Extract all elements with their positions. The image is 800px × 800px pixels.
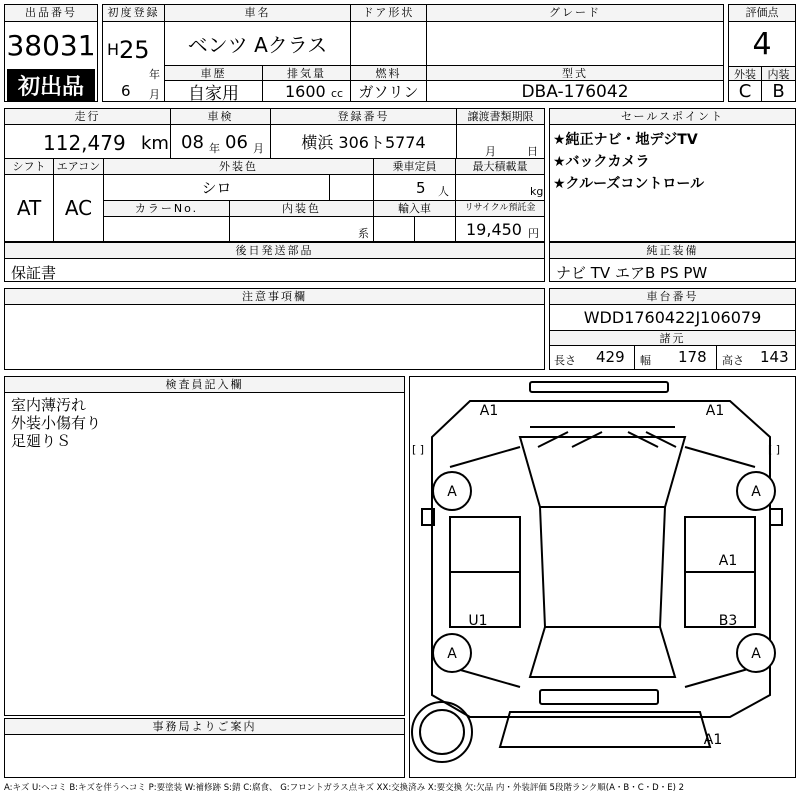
chassis-box [549, 288, 796, 370]
recycle-label: リサイクル預託金 [456, 201, 544, 217]
import-cell-a [374, 217, 415, 241]
fuel-value: ガソリン [351, 81, 427, 102]
inspector-notes [11, 396, 101, 450]
sales-point-item: ★純正ナビ・地デジTV [553, 132, 698, 148]
length-value: 429 [596, 348, 625, 366]
transfer-label: 譲渡書類期限 [457, 109, 544, 125]
door-value [351, 22, 427, 66]
mark-wheel-rl: A [447, 646, 457, 662]
int-grade: B [772, 81, 785, 102]
plate-value: 横浜 306ト5774 [271, 125, 457, 159]
grade-label: グレード [427, 5, 723, 22]
capacity-label: 乗車定員 [374, 159, 456, 175]
insp-year-unit: 年 [209, 142, 220, 155]
displacement-unit: cc [331, 87, 344, 100]
history-value: 自家用 [165, 81, 263, 102]
inspector-box [4, 376, 405, 716]
insp-year: 08 [181, 132, 204, 153]
score-value: 4 [752, 26, 772, 62]
ext-label: 外装 [729, 66, 762, 81]
mark-wheel-fl: A [447, 484, 457, 500]
color-label: 外装色 [104, 159, 374, 175]
sales-point-item: ★クルーズコントロール [553, 176, 705, 192]
mark-wheel-fr: A [751, 484, 761, 500]
mileage-label: 走行 [5, 109, 171, 125]
later-parts-value: 保証書 [11, 264, 57, 282]
mileage-unit: km [141, 133, 169, 154]
equipment-box [549, 242, 796, 282]
length-label: 長さ [554, 354, 576, 367]
model-value: DBA-176042 [521, 81, 629, 102]
transfer-day-unit: 日 [527, 145, 538, 158]
mark-front-right: A1 [705, 403, 725, 419]
capacity-unit: 人 [438, 185, 449, 198]
mark-rear-right: B3 [718, 613, 738, 629]
load-unit: kg [530, 185, 544, 198]
int-label: 内装 [762, 66, 795, 81]
interior-color-cell [230, 217, 374, 241]
lot-box [4, 4, 98, 102]
later-parts-box [4, 242, 545, 282]
vehicle-header [102, 4, 724, 102]
grade-value [427, 22, 723, 66]
ext-grade: C [729, 81, 762, 102]
shift-label: シフト [5, 159, 54, 175]
import-label: 輸入車 [374, 201, 456, 217]
color-extra-cell [330, 175, 374, 201]
transfer-month-unit: 月 [485, 145, 496, 158]
score-box [728, 4, 796, 102]
inspector-line: 室内薄汚れ [11, 396, 87, 414]
later-parts-label: 後日発送部品 [5, 243, 544, 259]
notes-label: 注意事項欄 [5, 289, 544, 305]
inspector-line: 足廻りＳ [11, 432, 72, 450]
legend: A:キズ U:ヘコミ B:キズを伴うヘコミ P:要塗装 W:補修跡 S:錆 C:腐食、 G:フロントガラス点キズ XX:交換済み X:要交換 欠:欠品 内・外装評価 5段階ランク順(A・B・C・D・E) 2 [4, 783, 685, 793]
equipment-label: 純正装備 [550, 243, 795, 259]
score-label: 評価点 [729, 5, 795, 22]
bracket-left: [ ] [412, 443, 425, 456]
lot-label: 出品番号 [5, 5, 97, 22]
insp-month-unit: 月 [253, 142, 264, 155]
inspection-label: 車検 [171, 109, 271, 125]
capacity-value: 5 [416, 179, 426, 197]
recycle-value: 19,450 [466, 220, 522, 239]
ac-label: エアコン [54, 159, 104, 175]
mileage-cell [5, 125, 171, 159]
lot-number: 38031 [6, 28, 96, 62]
equipment-value: ナビ TV エアB PS PW [556, 264, 708, 282]
mark-front-left: A1 [479, 403, 499, 419]
reg-month: 6 [121, 82, 131, 100]
color-value: シロ [104, 175, 330, 201]
history-label: 車歴 [165, 66, 263, 81]
ac-value: AC [54, 175, 104, 241]
model-label: 型式 [427, 66, 723, 81]
car-name-label: 車名 [165, 5, 351, 22]
mark-door-right: A1 [718, 553, 738, 569]
interior-color-suffix: 系 [358, 227, 369, 240]
inspection-cell [171, 125, 271, 159]
inspector-label: 検査員記入欄 [5, 377, 404, 393]
office-label: 事務局よりご案内 [5, 719, 404, 735]
mark-rear-left: U1 [468, 613, 488, 629]
color-no-label: カラーNo. [104, 201, 230, 217]
load-label: 最大積載量 [456, 159, 544, 175]
car-outline [410, 377, 795, 777]
capacity-cell [374, 175, 456, 201]
first-reg-cell [103, 22, 165, 102]
plate-label: 登録番号 [271, 109, 457, 125]
sales-point-item: ★バックカメラ [553, 154, 650, 170]
specs-label: 諸元 [550, 331, 795, 346]
door-label: ドア形状 [351, 5, 427, 22]
import-cell-b [415, 217, 456, 241]
sales-points-label: セールスポイント [550, 109, 795, 125]
height-label: 高さ [722, 354, 744, 367]
displacement-value: 1600 [285, 82, 326, 101]
height-value: 143 [760, 348, 789, 366]
insp-month: 06 [225, 132, 248, 153]
displacement-label: 排気量 [263, 66, 351, 81]
shift-value: AT [5, 175, 54, 241]
month-unit: 月 [149, 88, 160, 101]
mark-wheel-rr: A [751, 646, 761, 662]
first-reg-label: 初度登録 [103, 5, 165, 22]
office-box [4, 718, 405, 778]
sales-points-box [549, 108, 796, 242]
notes-box [4, 288, 545, 370]
era: H [107, 40, 120, 59]
specs-row [550, 346, 795, 369]
displacement-cell [263, 81, 351, 102]
year-unit: 年 [149, 68, 160, 81]
color-no-value [104, 217, 230, 241]
mileage-value: 112,479 [43, 131, 126, 155]
interior-color-label: 内装色 [230, 201, 374, 217]
sales-points-list [553, 129, 704, 195]
transfer-cell [457, 125, 544, 159]
width-value: 178 [678, 348, 707, 366]
bracket-right: [ ] [768, 443, 781, 456]
fuel-label: 燃料 [351, 66, 427, 81]
first-listing-badge: 初出品 [7, 69, 95, 101]
load-cell [456, 175, 544, 201]
chassis-label: 車台番号 [550, 289, 795, 305]
mark-rear-bumper: A1 [703, 732, 723, 748]
car-name: ベンツ Aクラス [165, 22, 351, 66]
width-label: 幅 [640, 354, 651, 367]
chassis-value: WDD1760422J106079 [550, 305, 795, 331]
inspector-line: 外装小傷有り [11, 414, 102, 432]
reg-year: 25 [119, 36, 150, 64]
damage-diagram [409, 376, 796, 778]
recycle-unit: 円 [528, 227, 539, 240]
details-block [4, 108, 545, 242]
recycle-cell [456, 217, 544, 241]
